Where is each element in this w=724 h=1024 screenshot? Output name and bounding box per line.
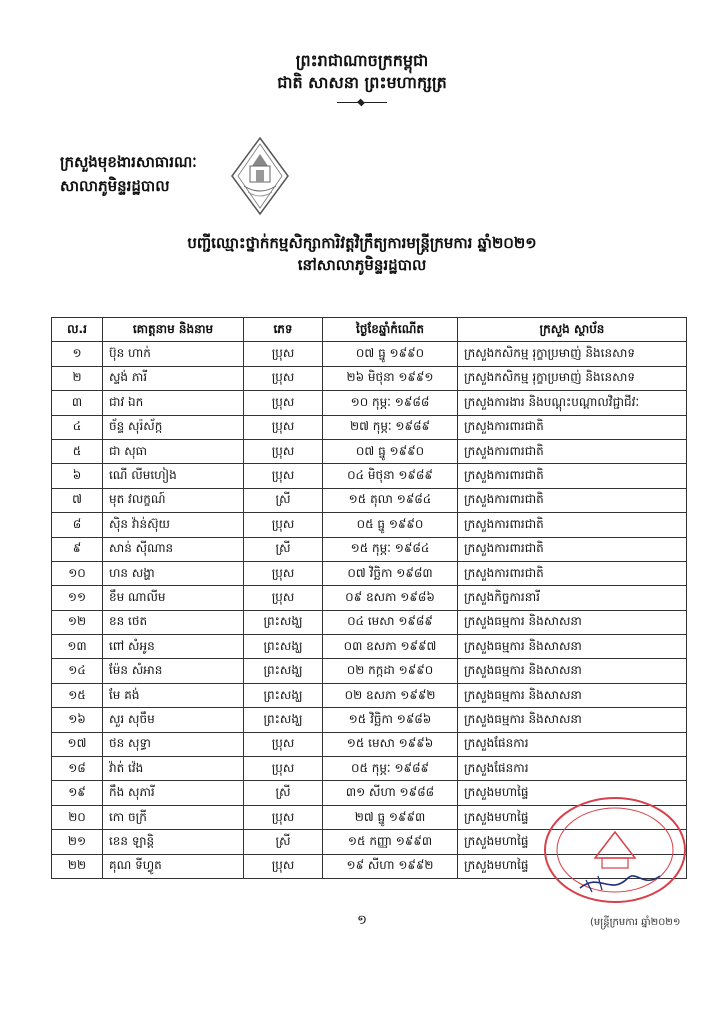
cell-number: ៥ bbox=[52, 439, 103, 463]
cell-birthdate: ១៥ វិច្ឆិកា ១៩៨៦ bbox=[323, 708, 458, 732]
cell-number: ១៤ bbox=[52, 659, 103, 683]
table-header-row bbox=[52, 318, 687, 342]
cell-sex: ព្រះសង្ឃ bbox=[244, 708, 323, 732]
cell-ministry: ក្រសួងការពារជាតិ bbox=[458, 561, 687, 585]
header-sex: ភេទ bbox=[244, 318, 323, 342]
cell-name: ណើ លីមហៀង bbox=[103, 464, 244, 488]
school-logo-icon bbox=[230, 136, 290, 216]
cell-sex: ប្រុស bbox=[244, 586, 323, 610]
cell-number: ១២ bbox=[52, 610, 103, 634]
cell-number: ៨ bbox=[52, 513, 103, 537]
cell-name: ថន សុទ្ធា bbox=[103, 732, 244, 756]
cell-birthdate: ០៧ ធ្នូ ១៩៩០ bbox=[323, 439, 458, 463]
page-number: ១ bbox=[357, 913, 367, 928]
cell-name: ស្ទង់ ភារី bbox=[103, 366, 244, 390]
cell-sex: ប្រុស bbox=[244, 732, 323, 756]
cell-birthdate: ៣១ សីហា ១៩៨៨ bbox=[323, 781, 458, 805]
cell-number: ២១ bbox=[52, 830, 103, 854]
cell-ministry: ក្រសួងមហាផ្ទៃ bbox=[458, 854, 687, 878]
cell-sex: ព្រះសង្ឃ bbox=[244, 610, 323, 634]
cell-birthdate: ០៧ ធ្នូ ១៩៩០ bbox=[323, 342, 458, 366]
table-row bbox=[52, 488, 687, 512]
cell-number: ១៨ bbox=[52, 757, 103, 781]
table-row bbox=[52, 439, 687, 463]
table-row bbox=[52, 659, 687, 683]
table-row bbox=[52, 342, 687, 366]
header-birthdate: ថ្ងៃខែឆ្នាំកំណើត bbox=[323, 318, 458, 342]
cell-sex: ប្រុស bbox=[244, 391, 323, 415]
cell-ministry: ក្រសួងការពារជាតិ bbox=[458, 488, 687, 512]
cell-sex: ប្រុស bbox=[244, 513, 323, 537]
cell-birthdate: ០៧ វិច្ឆិកា ១៩៨៣ bbox=[323, 561, 458, 585]
cell-number: ២០ bbox=[52, 805, 103, 829]
cell-name: សួរ សុចឹម bbox=[103, 708, 244, 732]
cell-name: ប៊ុន ហាក់ bbox=[103, 342, 244, 366]
cell-ministry: ក្រសួងការពារជាតិ bbox=[458, 439, 687, 463]
cell-number: ១៩ bbox=[52, 781, 103, 805]
school-name: សាលាភូមិន្ទរដ្ឋបាល bbox=[60, 177, 170, 195]
cell-number: ៧ bbox=[52, 488, 103, 512]
ministry-name: ក្រសួងមុខងារសាធារណៈ bbox=[60, 153, 197, 171]
cell-birthdate: ១៥ មេសា ១៩៩៦ bbox=[323, 732, 458, 756]
stamp-caption: (មន្ត្រីក្រមការ ឆ្នាំ២០២១ bbox=[590, 917, 681, 928]
cell-name: ស៊ិន វ៉ាន់ស៊ុយ bbox=[103, 513, 244, 537]
cell-sex: ប្រុស bbox=[244, 439, 323, 463]
cell-ministry: ក្រសួងធម្មការ និងសាសនា bbox=[458, 659, 687, 683]
header-name: គោត្តនាម និងនាម bbox=[103, 318, 244, 342]
table-row bbox=[52, 683, 687, 707]
cell-sex: ព្រះសង្ឃ bbox=[244, 683, 323, 707]
table-row bbox=[52, 513, 687, 537]
cell-name: កោ ចក្រី bbox=[103, 805, 244, 829]
cell-sex: ប្រុស bbox=[244, 561, 323, 585]
cell-birthdate: ០៥ កុម្ភៈ ១៩៨៩ bbox=[323, 757, 458, 781]
cell-name: សាន់ ស៊ីណាន bbox=[103, 537, 244, 561]
header-divider bbox=[337, 102, 387, 103]
cell-birthdate: ១៥ កញ្ញា ១៩៩៣ bbox=[323, 830, 458, 854]
national-motto: ជាតិ សាសនា ព្រះមហាក្សត្រ bbox=[277, 73, 447, 92]
cell-ministry: ក្រសួងកសិកម្ម រុក្ខាប្រមាញ់ និងនេសាទ bbox=[458, 366, 687, 390]
cell-ministry: ក្រសួងការពារជាតិ bbox=[458, 537, 687, 561]
cell-number: ១៣ bbox=[52, 635, 103, 659]
cell-sex: ប្រុស bbox=[244, 342, 323, 366]
cell-number: ២២ bbox=[52, 854, 103, 878]
cell-name: ខន ថេត bbox=[103, 610, 244, 634]
table-row bbox=[52, 561, 687, 585]
cell-sex: ព្រះសង្ឃ bbox=[244, 635, 323, 659]
cell-name: ជាវ ឯក bbox=[103, 391, 244, 415]
cell-name: ជា សុធា bbox=[103, 439, 244, 463]
official-stamp-icon bbox=[540, 792, 690, 912]
cell-ministry: ក្រសួងមហាផ្ទៃ bbox=[458, 781, 687, 805]
cell-number: ៣ bbox=[52, 391, 103, 415]
cell-ministry: ក្រសួងធម្មការ និងសាសនា bbox=[458, 683, 687, 707]
cell-name: ខេន ឡាន្តិ bbox=[103, 830, 244, 854]
cell-sex: ប្រុស bbox=[244, 854, 323, 878]
table-row bbox=[52, 415, 687, 439]
cell-birthdate: ១៩ សីហា ១៩៩២ bbox=[323, 854, 458, 878]
cell-name: មែ គង់ bbox=[103, 683, 244, 707]
cell-name: មុត វលក្ខណ៍ bbox=[103, 488, 244, 512]
cell-birthdate: ០៣ ឧសភា ១៩៩៧ bbox=[323, 635, 458, 659]
cell-sex: ប្រុស bbox=[244, 805, 323, 829]
cell-number: ៤ bbox=[52, 415, 103, 439]
cell-name: កឹង សុភារី bbox=[103, 781, 244, 805]
cell-name: ហន សង្ហា bbox=[103, 561, 244, 585]
cell-number: ១៧ bbox=[52, 732, 103, 756]
cell-number: ១៦ bbox=[52, 708, 103, 732]
cell-number: ១ bbox=[52, 342, 103, 366]
title-line-2: នៅសាលាភូមិន្ទរដ្ឋបាល bbox=[297, 256, 427, 274]
table-row bbox=[52, 537, 687, 561]
cell-ministry: ក្រសួងផែនការ bbox=[458, 757, 687, 781]
cell-number: ៩ bbox=[52, 537, 103, 561]
cell-sex: ស្រី bbox=[244, 830, 323, 854]
cell-sex: ប្រុស bbox=[244, 366, 323, 390]
cell-name: ពៅ សំអូន bbox=[103, 635, 244, 659]
cell-ministry: ក្រសួងកិច្ចការនារី bbox=[458, 586, 687, 610]
kingdom-title: ព្រះរាជាណាចក្រកម្ពុជា bbox=[295, 51, 429, 70]
table-row bbox=[52, 732, 687, 756]
title-line-1: បញ្ជីឈ្មោះថ្នាក់កម្មសិក្សាការិវត្តវិក្រឹត្យការមន្ត្រីក្រមការ ឆ្នាំ២០២១ bbox=[187, 234, 537, 252]
cell-birthdate: ០៤ មិថុនា ១៩៨៩ bbox=[323, 464, 458, 488]
header-ministry: ក្រសួង ស្ថាប័ន bbox=[458, 318, 687, 342]
cell-birthdate: ០២ ឧសភា ១៩៩២ bbox=[323, 683, 458, 707]
header-number: ល.រ bbox=[52, 318, 103, 342]
table-row bbox=[52, 708, 687, 732]
document-title bbox=[0, 232, 724, 276]
cell-name: ខឹម ណាលីម bbox=[103, 586, 244, 610]
cell-number: ២ bbox=[52, 366, 103, 390]
table-row bbox=[52, 757, 687, 781]
cell-ministry: ក្រសួងមហាផ្ទៃ bbox=[458, 830, 687, 854]
cell-birthdate: ០៩ ឧសភា ១៩៨៦ bbox=[323, 586, 458, 610]
cell-ministry: ក្រសួងមហាផ្ទៃ bbox=[458, 805, 687, 829]
cell-birthdate: ១០ កុម្ភៈ ១៩៨៨ bbox=[323, 391, 458, 415]
table-row bbox=[52, 610, 687, 634]
cell-name: វ៉ាត់ វ៉េង bbox=[103, 757, 244, 781]
table-row bbox=[52, 635, 687, 659]
ministry-block bbox=[60, 150, 197, 198]
cell-ministry: ក្រសួងធម្មការ និងសាសនា bbox=[458, 708, 687, 732]
cell-sex: ស្រី bbox=[244, 781, 323, 805]
table-row bbox=[52, 586, 687, 610]
document-header bbox=[0, 50, 724, 103]
cell-sex: ព្រះសង្ឃ bbox=[244, 659, 323, 683]
cell-birthdate: ២៦ មិថុនា ១៩៩១ bbox=[323, 366, 458, 390]
cell-name: គុណ ទីហ្វូត bbox=[103, 854, 244, 878]
cell-ministry: ក្រសួងផែនការ bbox=[458, 732, 687, 756]
cell-birthdate: ២៧ កុម្ភៈ ១៩៨៩ bbox=[323, 415, 458, 439]
cell-sex: ប្រុស bbox=[244, 415, 323, 439]
cell-sex: ប្រុស bbox=[244, 757, 323, 781]
cell-birthdate: ០៤ មេសា ១៩៨៩ bbox=[323, 610, 458, 634]
cell-ministry: ក្រសួងកសិកម្ម រុក្ខាប្រមាញ់ និងនេសាទ bbox=[458, 342, 687, 366]
cell-sex: ស្រី bbox=[244, 488, 323, 512]
cell-birthdate: ១៥ តុលា ១៩៨៤ bbox=[323, 488, 458, 512]
cell-birthdate: ០២ កក្កដា ១៩៩០ bbox=[323, 659, 458, 683]
cell-number: ១០ bbox=[52, 561, 103, 585]
cell-ministry: ក្រសួងធម្មការ និងសាសនា bbox=[458, 610, 687, 634]
table-row bbox=[52, 464, 687, 488]
cell-name: ច័ន្ទ សុរ៉ស័ក្ក bbox=[103, 415, 244, 439]
cell-ministry: ក្រសួងការងារ និងបណ្តុះបណ្តាលវិជ្ជាជីវៈ bbox=[458, 391, 687, 415]
cell-number: ១១ bbox=[52, 586, 103, 610]
table-row bbox=[52, 366, 687, 390]
cell-name: ម៉ែន សំអាន bbox=[103, 659, 244, 683]
cell-birthdate: ២៧ ធ្នូ ១៩៩៣ bbox=[323, 805, 458, 829]
cell-ministry: ក្រសួងធម្មការ និងសាសនា bbox=[458, 635, 687, 659]
cell-number: ៦ bbox=[52, 464, 103, 488]
cell-ministry: ក្រសួងការពារជាតិ bbox=[458, 464, 687, 488]
table-row bbox=[52, 391, 687, 415]
cell-sex: ប្រុស bbox=[244, 464, 323, 488]
cell-ministry: ក្រសួងការពារជាតិ bbox=[458, 415, 687, 439]
cell-birthdate: ១៥ កុម្ភៈ ១៩៨៤ bbox=[323, 537, 458, 561]
cell-sex: ស្រី bbox=[244, 537, 323, 561]
cell-ministry: ក្រសួងការពារជាតិ bbox=[458, 513, 687, 537]
cell-number: ១៥ bbox=[52, 683, 103, 707]
cell-birthdate: ០៥ ធ្នូ ១៩៩០ bbox=[323, 513, 458, 537]
